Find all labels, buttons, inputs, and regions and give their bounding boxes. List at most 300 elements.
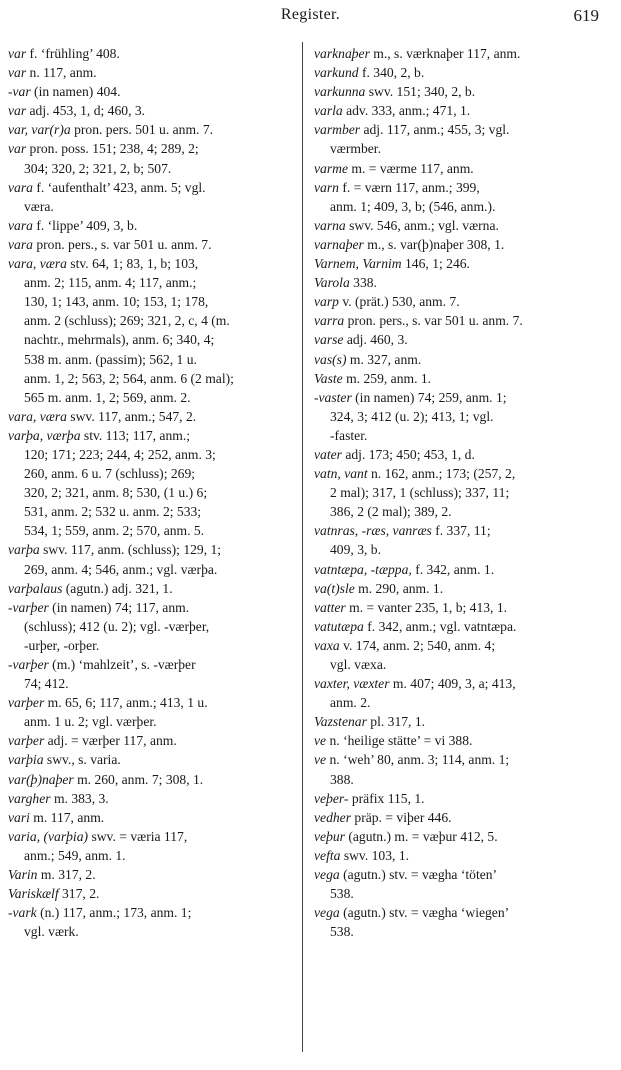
headword: vaxa [314, 637, 340, 653]
headword: vargher [8, 790, 51, 806]
entry-first-line [314, 216, 604, 235]
index-entry [8, 540, 298, 578]
index-entry [8, 82, 298, 101]
headword: var, var(r)a [8, 122, 71, 138]
entry-text: m. 259, anm. 1. [342, 370, 432, 386]
headword: -var [8, 84, 31, 100]
entry-text: 388. [330, 771, 354, 787]
entry-first-line [8, 235, 298, 254]
entry-text: präfix 115, 1. [348, 790, 425, 806]
index-entry [314, 636, 604, 674]
entry-first-line [8, 750, 298, 769]
headword: var [8, 46, 27, 61]
entry-text: 2 mal); 317, 1 (schluss); 337, 11; [330, 485, 510, 501]
entry-text: (m.) ‘mahlzeit’, s. -værþer [48, 657, 196, 672]
entry-text: 260, anm. 6 u. 7 (schluss); 269; [24, 466, 196, 482]
entry-first-line [8, 693, 298, 712]
index-entry [8, 426, 298, 541]
entry-first-line [8, 598, 298, 617]
index-entry [314, 101, 604, 120]
entry-first-line [314, 101, 604, 120]
entry-continuation-line [314, 426, 604, 445]
entry-text: 304; 320, 2; 321, 2, b; 507. [24, 160, 172, 176]
entry-text: m., s. var(þ)naþer 308, 1. [363, 236, 505, 252]
entry-text: nachtr., mehrmals), anm. 6; 340, 4; [24, 332, 215, 348]
headword: varia, (varþia) [8, 828, 89, 844]
entry-first-line [314, 808, 604, 827]
entry-text: n. 117, anm. [26, 65, 97, 81]
headword: varkund [314, 65, 359, 81]
entry-continuation-line [314, 139, 604, 158]
entry-first-line [314, 369, 604, 388]
index-entry [8, 101, 298, 120]
entry-text: anm. 1, 2; 563, 2; 564, anm. 6 (2 mal); [24, 370, 234, 386]
index-entry [314, 235, 604, 254]
entry-text: anm. 2 (schluss); 269; 321, 2, c, 4 (m. [24, 313, 230, 329]
entry-continuation-line [8, 502, 298, 521]
entry-first-line [8, 903, 298, 922]
headword: vara [8, 236, 33, 252]
index-entry [314, 369, 604, 388]
entry-first-line [314, 464, 604, 483]
headword: varla [314, 103, 343, 119]
entry-continuation-line [8, 330, 298, 349]
headword: Varin [8, 867, 38, 883]
entry-text: 74; 412. [24, 676, 69, 692]
index-entry [314, 598, 604, 617]
index-entry [8, 120, 298, 139]
headword: Vazstenar [314, 714, 367, 730]
entry-first-line [314, 254, 604, 273]
index-entry [8, 750, 298, 769]
entry-text: vgl. værk. [24, 924, 79, 940]
index-entry [8, 44, 298, 63]
entry-continuation-line [8, 846, 298, 865]
headword: varþer [8, 695, 45, 711]
entry-text: adj. 460, 3. [343, 332, 408, 348]
entry-first-line [8, 407, 298, 426]
entry-continuation-line [314, 540, 604, 559]
entry-text: pl. 317, 1. [366, 714, 426, 730]
headword: Variskælf [8, 886, 59, 902]
index-entry [314, 750, 604, 788]
entry-continuation-line [314, 922, 604, 941]
entry-continuation-line [8, 292, 298, 311]
entry-continuation-line [314, 407, 604, 426]
entry-text: 565 m. anm. 1, 2; 569, anm. 2. [24, 389, 191, 405]
entry-continuation-line [8, 311, 298, 330]
entry-text: swv. 151; 340, 2, b. [365, 84, 476, 100]
entry-first-line [314, 865, 604, 884]
entry-text: værmber. [330, 141, 381, 157]
headword: veþer- [314, 790, 349, 806]
entry-first-line [314, 903, 604, 922]
entry-text: n. ‘heilige stätte’ = vi 388. [326, 733, 473, 749]
index-entry [8, 139, 298, 177]
headword: var [8, 141, 27, 157]
entry-first-line [8, 216, 298, 235]
entry-text: swv. 103, 1. [340, 847, 410, 863]
entry-first-line [8, 789, 298, 808]
headword: varn [314, 179, 339, 195]
headword: -vark [8, 905, 37, 921]
entry-text: n. ‘weh’ 80, anm. 3; 114, anm. 1; [326, 752, 510, 768]
index-entry [314, 846, 604, 865]
headword: vedher [314, 809, 351, 825]
entry-text: 531, anm. 2; 532 u. anm. 2; 533; [24, 504, 202, 520]
entry-continuation-line [8, 483, 298, 502]
headword: vega [314, 867, 340, 883]
index-entry [8, 178, 298, 216]
headword: Varola [314, 275, 350, 291]
index-entry [314, 521, 604, 559]
entry-text: swv. 117, anm. (schluss); 129, 1; [39, 542, 222, 558]
entry-text: m., s. værknaþer 117, anm. [369, 46, 521, 61]
headword: vas(s) [314, 351, 347, 367]
index-entry [314, 674, 604, 712]
headword: ve [314, 752, 327, 768]
entry-text: adj. 453, 1, d; 460, 3. [26, 103, 146, 119]
index-entry [314, 445, 604, 464]
entry-first-line [314, 388, 604, 407]
entry-first-line [314, 445, 604, 464]
entry-first-line [314, 311, 604, 330]
entry-continuation-line [8, 388, 298, 407]
entry-text: pron. poss. 151; 238, 4; 289, 2; [26, 141, 199, 157]
entry-continuation-line [8, 464, 298, 483]
entry-first-line [314, 82, 604, 101]
entry-text: væra. [24, 198, 54, 214]
entry-text: anm. 1 u. 2; vgl. værþer. [24, 714, 157, 730]
entry-text: m. = værme 117, anm. [347, 160, 474, 176]
index-entry [314, 82, 604, 101]
entry-text: pron. pers., s. var 501 u. anm. 7. [32, 236, 212, 252]
right-column [314, 44, 604, 941]
entry-text: 324, 3; 412 (u. 2); 413, 1; vgl. [330, 408, 494, 424]
headword: -varþer [8, 599, 49, 615]
headword: vaxter, væxter [314, 676, 390, 692]
entry-first-line [314, 273, 604, 292]
index-entry [8, 827, 298, 865]
headword: ve [314, 733, 327, 749]
headword: varknaþer [314, 46, 370, 61]
index-entry [314, 254, 604, 273]
entry-text: f. 342, anm.; vgl. vatntæpa. [363, 618, 517, 634]
headword: varnaþer [314, 236, 364, 252]
index-entry [8, 63, 298, 82]
index-entry [8, 598, 298, 655]
entry-continuation-line [8, 560, 298, 579]
entry-text: v. 174, anm. 2; 540, anm. 4; [339, 637, 496, 653]
index-entry [314, 712, 604, 731]
page-header [0, 6, 621, 28]
headword: Varnem, Varnim [314, 256, 402, 272]
entry-first-line [314, 598, 604, 617]
entry-first-line [314, 235, 604, 254]
entry-text: (in namen) 404. [30, 84, 121, 100]
headword: veþur [314, 828, 345, 844]
index-entry [8, 731, 298, 750]
entry-text: vgl. væxa. [330, 657, 387, 672]
entry-continuation-line [314, 655, 604, 674]
entry-continuation-line [8, 521, 298, 540]
index-entry [8, 808, 298, 827]
index-entry [314, 273, 604, 292]
entry-continuation-line [8, 636, 298, 655]
entry-first-line [314, 560, 604, 579]
entry-first-line [8, 770, 298, 789]
entry-text: anm. 2. [330, 695, 371, 711]
entry-text: 320, 2; 321, anm. 8; 530, (1 u.) 6; [24, 485, 208, 501]
entry-text: 386, 2 (2 mal); 389, 2. [330, 504, 452, 520]
entry-first-line [314, 712, 604, 731]
entry-text: präp. = viþer 446. [351, 809, 452, 825]
index-entry [314, 292, 604, 311]
index-entry [8, 884, 298, 903]
headword: vara, væra [8, 408, 67, 424]
entry-text: m. 290, anm. 1. [354, 580, 444, 596]
entry-text: 269, anm. 4; 546, anm.; vgl. værþa. [24, 561, 218, 577]
entry-first-line [314, 579, 604, 598]
index-entry [8, 216, 298, 235]
index-entry [314, 350, 604, 369]
entry-first-line [8, 120, 298, 139]
entry-continuation-line [8, 197, 298, 216]
entry-continuation-line [8, 922, 298, 941]
index-entry [8, 903, 298, 941]
entry-text: anm. 2; 115, anm. 4; 117, anm.; [24, 275, 197, 291]
entry-text: stv. 64, 1; 83, 1, b; 103, [66, 256, 199, 272]
entry-continuation-line [8, 674, 298, 693]
entry-text: swv. 117, anm.; 547, 2. [66, 408, 197, 424]
entry-text: f. = værn 117, anm.; 399, [338, 179, 480, 195]
entry-text: 130, 1; 143, anm. 10; 153, 1; 178, [24, 294, 209, 310]
entry-text: 534, 1; 559, anm. 2; 570, anm. 5. [24, 523, 205, 539]
entry-continuation-line [8, 273, 298, 292]
headword: vega [314, 905, 340, 921]
headword: varþia [8, 752, 44, 768]
entry-first-line [314, 617, 604, 636]
entry-text: m. 117, anm. [29, 809, 105, 825]
entry-text: f. ‘frühling’ 408. [26, 46, 120, 61]
headword: varme [314, 160, 348, 176]
entry-first-line [8, 254, 298, 273]
entry-text: 120; 171; 223; 244, 4; 252, anm. 3; [24, 446, 216, 462]
entry-text: m. 317, 2. [37, 867, 96, 883]
headword: vara [8, 179, 33, 195]
headword: varkunna [314, 84, 366, 100]
entry-first-line [8, 579, 298, 598]
index-entry [8, 770, 298, 789]
headword: varse [314, 332, 344, 348]
index-entry [314, 388, 604, 445]
headword: vatter [314, 599, 346, 615]
entry-text: (agutn.) stv. = vægha ‘töten’ [339, 867, 498, 883]
index-entry [314, 903, 604, 941]
index-entry [314, 63, 604, 82]
index-entry [8, 407, 298, 426]
entry-text: f. ‘aufenthalt’ 423, anm. 5; vgl. [32, 179, 206, 195]
headword: varp [314, 294, 339, 310]
entry-text: 146, 1; 246. [401, 256, 470, 272]
entry-first-line [314, 636, 604, 655]
entry-continuation-line [8, 350, 298, 369]
entry-text: m. = vanter 235, 1, b; 413, 1. [345, 599, 508, 615]
entry-text: swv. = væria 117, [88, 828, 188, 844]
headword: varmber [314, 122, 361, 138]
entry-continuation-line [8, 369, 298, 388]
entry-text: pron. pers. 501 u. anm. 7. [70, 122, 214, 138]
headword: var(þ)naþer [8, 771, 74, 787]
entry-text: anm. 1; 409, 3, b; (546, anm.). [330, 198, 496, 214]
entry-text: f. 342, anm. 1. [411, 561, 495, 577]
entry-continuation-line [314, 884, 604, 903]
index-entry [314, 178, 604, 216]
index-entry [314, 865, 604, 903]
entry-first-line [8, 731, 298, 750]
entry-text: 538 m. anm. (passim); 562, 1 u. [24, 351, 197, 367]
index-entry [8, 693, 298, 731]
entry-text: (agutn.) m. = væþur 412, 5. [344, 828, 498, 844]
left-column [8, 44, 298, 941]
entry-text: (in namen) 74; 259, anm. 1; [351, 389, 507, 405]
index-entry [8, 789, 298, 808]
entry-text: m. 65, 6; 117, anm.; 413, 1 u. [44, 695, 208, 711]
headword: vatutæpa [314, 618, 364, 634]
entry-text: 538. [330, 924, 354, 940]
entry-text: swv., s. varia. [43, 752, 121, 768]
entry-text: anm.; 549, anm. 1. [24, 847, 126, 863]
headword: var [8, 103, 27, 119]
entry-first-line [8, 540, 298, 559]
page-number: 619 [573, 6, 599, 25]
entry-first-line [314, 292, 604, 311]
index-entry [314, 311, 604, 330]
entry-first-line [314, 789, 604, 808]
entry-text: (schluss); 412 (u. 2); vgl. -værþer, [24, 618, 210, 634]
headword: vara [8, 217, 33, 233]
entry-first-line [314, 350, 604, 369]
headword: vatnras, -ræs, vanræs [314, 523, 432, 539]
entry-first-line [314, 674, 604, 693]
entry-first-line [8, 827, 298, 846]
headword: va(t)sle [314, 580, 355, 596]
entry-text: 338. [349, 275, 377, 291]
entry-text: 409, 3, b. [330, 542, 381, 558]
entry-text: (in namen) 74; 117, anm. [48, 599, 190, 615]
entry-first-line [314, 159, 604, 178]
entry-first-line [8, 178, 298, 197]
entry-continuation-line [8, 712, 298, 731]
entry-text: adj. 117, anm.; 455, 3; vgl. [360, 122, 510, 138]
headword: Vaste [314, 370, 343, 386]
index-entry [314, 330, 604, 349]
index-entry [314, 808, 604, 827]
entry-text: m. 383, 3. [50, 790, 109, 806]
index-entry [314, 120, 604, 158]
entry-first-line [8, 101, 298, 120]
headword: vari [8, 809, 30, 825]
entry-continuation-line [8, 445, 298, 464]
index-entry [314, 44, 604, 63]
index-entry [314, 560, 604, 579]
column-divider [302, 42, 303, 1052]
entry-continuation-line [314, 483, 604, 502]
headword: varþer [8, 733, 45, 749]
entry-first-line [8, 44, 298, 63]
entry-first-line [314, 827, 604, 846]
index-entry [314, 789, 604, 808]
index-entry [314, 617, 604, 636]
headword: vefta [314, 847, 341, 863]
index-entry [8, 655, 298, 693]
entry-continuation-line [8, 159, 298, 178]
running-title: Register. [280, 6, 341, 23]
entry-text: (agutn.) adj. 321, 1. [62, 580, 173, 596]
headword: varra [314, 313, 345, 329]
entry-text: m. 260, anm. 7; 308, 1. [73, 771, 204, 787]
entry-first-line [8, 63, 298, 82]
headword: vatn, vant [314, 466, 368, 482]
headword: varþalaus [8, 580, 63, 596]
entry-first-line [314, 120, 604, 139]
index-entry [314, 216, 604, 235]
entry-first-line [8, 655, 298, 674]
index-entry [8, 865, 298, 884]
entry-continuation-line [8, 617, 298, 636]
entry-first-line [314, 846, 604, 865]
index-entry [8, 235, 298, 254]
index-entry [314, 159, 604, 178]
headword: -vaster [314, 389, 352, 405]
entry-text: f. 340, 2, b. [358, 65, 425, 81]
entry-text: adj. = værþer 117, anm. [44, 733, 177, 749]
entry-text: v. (prät.) 530, anm. 7. [338, 294, 460, 310]
index-entry [8, 579, 298, 598]
entry-continuation-line [314, 770, 604, 789]
entry-text: n. 162, anm.; 173; (257, 2, [367, 466, 516, 482]
entry-first-line [8, 82, 298, 101]
entry-text: 317, 2. [58, 886, 100, 902]
entry-text: -urþer, -orþer. [24, 637, 100, 653]
entry-first-line [8, 808, 298, 827]
index-entry [8, 254, 298, 407]
entry-text: f. ‘lippe’ 409, 3, b. [32, 217, 138, 233]
entry-first-line [314, 330, 604, 349]
headword: -varþer [8, 657, 49, 672]
entry-first-line [8, 426, 298, 445]
entry-first-line [8, 139, 298, 158]
entry-first-line [8, 884, 298, 903]
index-entry [314, 731, 604, 750]
index-entry [314, 464, 604, 521]
entry-text: -faster. [330, 427, 368, 443]
entry-first-line [314, 44, 604, 63]
entry-first-line [314, 178, 604, 197]
entry-text: adv. 333, anm.; 471, 1. [342, 103, 471, 119]
entry-continuation-line [314, 502, 604, 521]
entry-text: pron. pers., s. var 501 u. anm. 7. [344, 313, 523, 329]
entry-first-line [8, 865, 298, 884]
entry-text: (agutn.) stv. = vægha ‘wiegen’ [339, 905, 510, 921]
entry-text: (n.) 117, anm.; 173, anm. 1; [36, 905, 192, 921]
entry-text: swv. 546, anm.; vgl. værna. [345, 217, 499, 233]
index-entry [314, 579, 604, 598]
headword: vater [314, 446, 342, 462]
entry-text: adj. 173; 450; 453, 1, d. [341, 446, 475, 462]
entry-first-line [314, 731, 604, 750]
entry-first-line [314, 750, 604, 769]
